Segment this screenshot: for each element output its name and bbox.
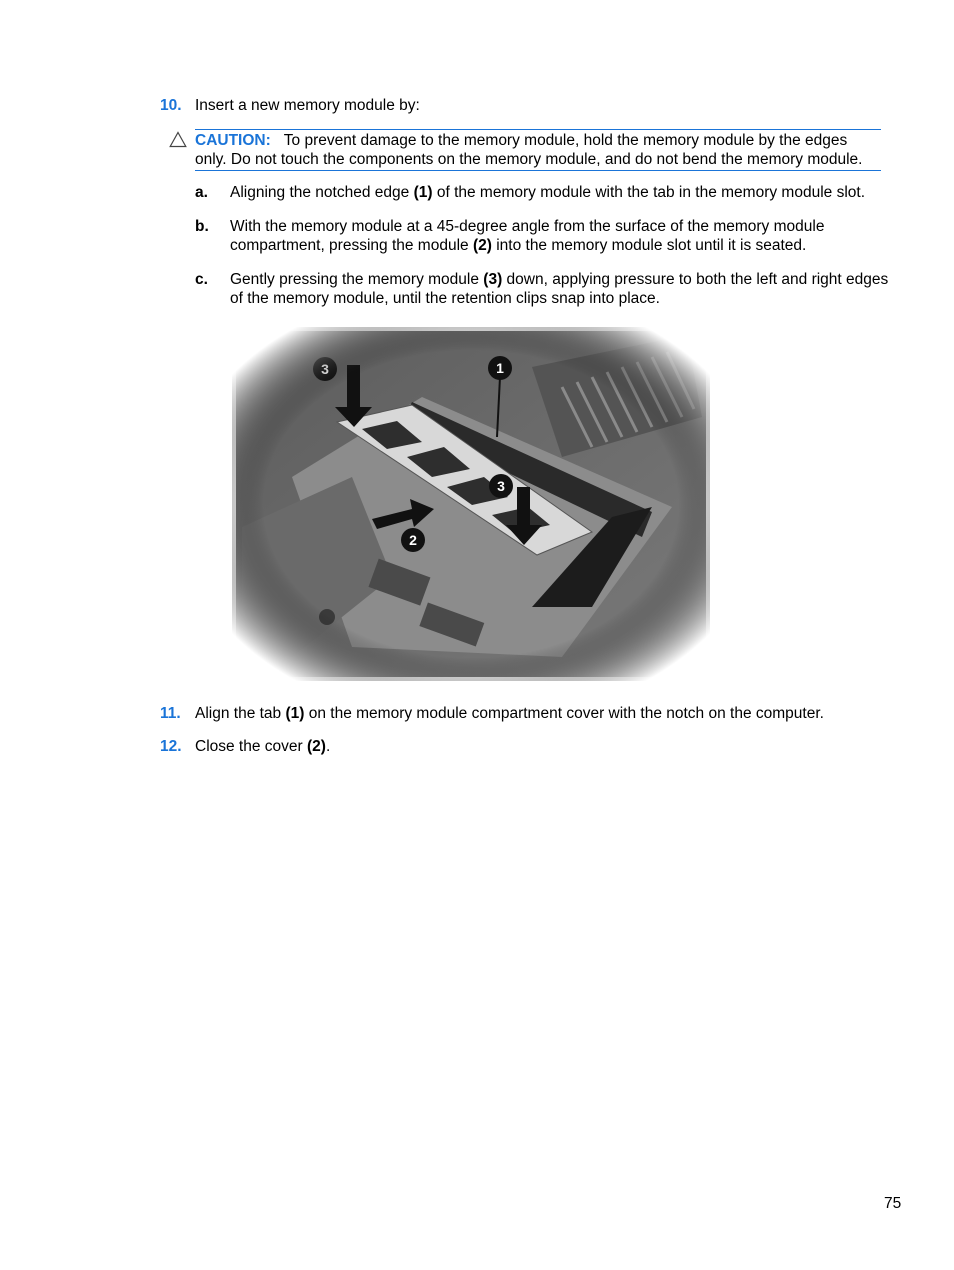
substep-text bbox=[230, 270, 890, 308]
substep-letter: a. bbox=[195, 184, 208, 201]
substep-letter: b. bbox=[195, 218, 209, 235]
text-run: With the memory module at a 45-degree angle from the surface of the memory module compartment, pressing the module bbox=[230, 218, 825, 254]
callout-ref: (3) bbox=[483, 271, 503, 288]
step-text bbox=[195, 704, 824, 723]
text-run: Aligning the notched edge bbox=[230, 184, 414, 201]
text-run: . bbox=[325, 738, 331, 755]
text-run: Gently pressing the memory module bbox=[230, 271, 484, 288]
substep-text bbox=[230, 217, 890, 255]
page-number: 75 bbox=[884, 1195, 902, 1212]
memory-module-install-figure bbox=[232, 327, 710, 681]
callout-ref: (2) bbox=[307, 738, 326, 755]
step-text: Insert a new memory module by: bbox=[195, 97, 420, 114]
text-run: Align the tab bbox=[195, 705, 286, 722]
callout-ref: (2) bbox=[472, 237, 492, 254]
caution-box bbox=[195, 129, 881, 171]
step-text bbox=[195, 737, 330, 756]
step-number: 10. bbox=[160, 97, 182, 114]
text-run: Close the cover bbox=[195, 738, 307, 755]
text-run: of the memory module with the tab in the memory module slot. bbox=[432, 184, 866, 201]
text-run: into the memory module slot until it is seated. bbox=[491, 237, 807, 254]
warning-triangle-icon bbox=[169, 131, 187, 148]
callout-ref: (1) bbox=[413, 184, 433, 201]
caution-text: To prevent damage to the memory module, hold the memory module by the edges only. Do not touch the components on the memory module, and do not bend the memory module. bbox=[195, 132, 863, 168]
callout-ref: (1) bbox=[285, 705, 305, 722]
step-number: 12. bbox=[160, 738, 182, 755]
substep-text bbox=[230, 183, 890, 202]
step-number: 11. bbox=[160, 705, 181, 722]
caution-label: CAUTION: bbox=[195, 132, 271, 149]
text-run: on the memory module compartment cover with the notch on the computer. bbox=[304, 705, 824, 722]
text-run: down, applying pressure to both the left and right edges of the memory module, until the retention clips snap into place. bbox=[230, 271, 889, 307]
substep-letter: c. bbox=[195, 271, 208, 288]
